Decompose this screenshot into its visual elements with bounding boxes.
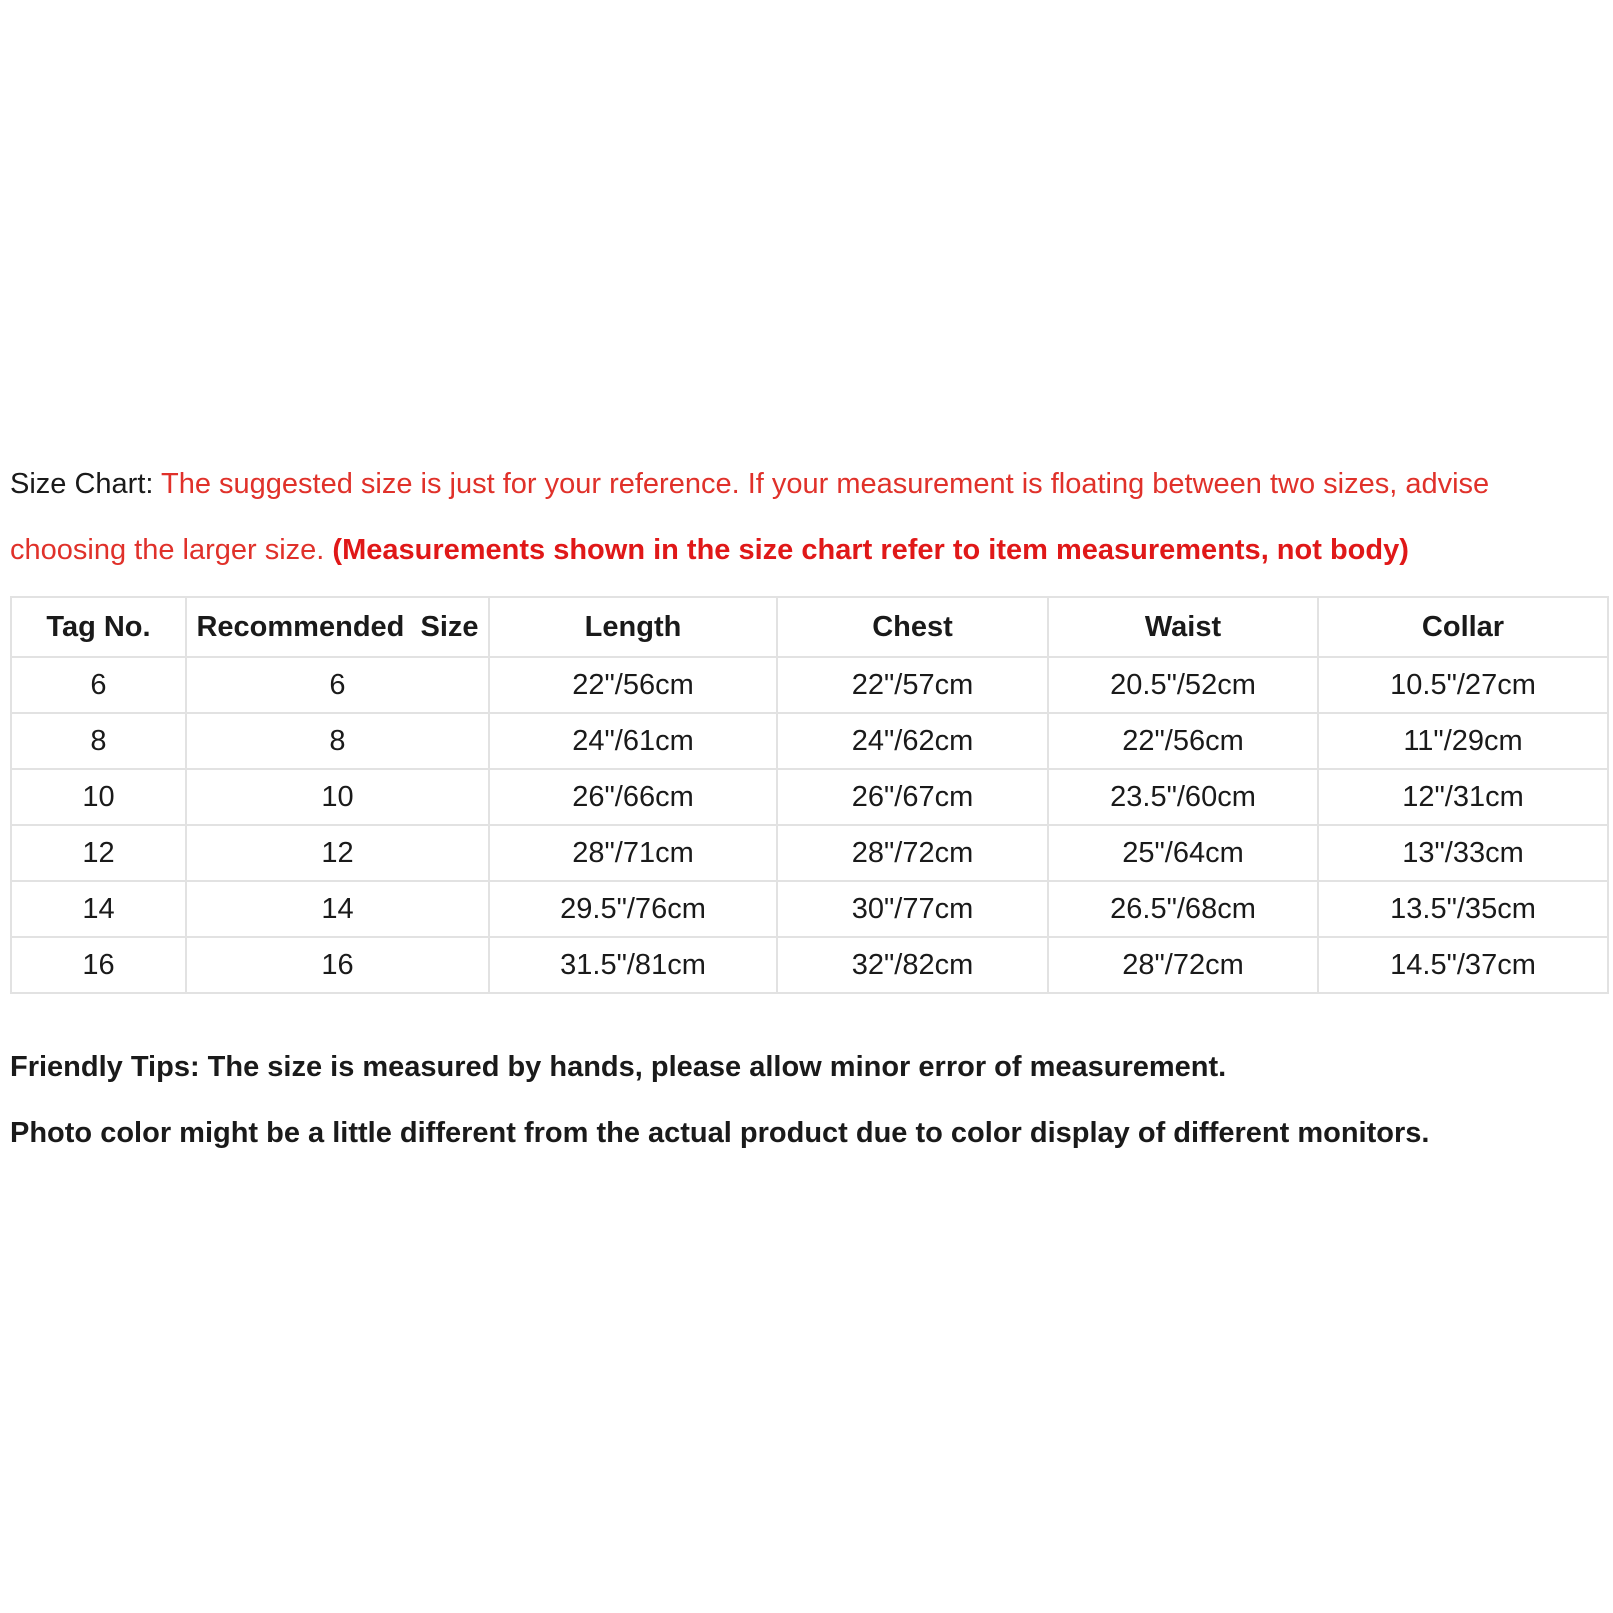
size-chart-colon: : bbox=[145, 468, 154, 500]
cell-recommended-size: 6 bbox=[186, 657, 489, 713]
table-row bbox=[11, 937, 1608, 993]
size-table bbox=[10, 596, 1609, 994]
size-chart-label: Size Chart bbox=[10, 468, 146, 500]
cell-waist: 22"/56cm bbox=[1048, 713, 1318, 769]
cell-waist: 23.5"/60cm bbox=[1048, 769, 1318, 825]
cell-chest: 22"/57cm bbox=[777, 657, 1048, 713]
friendly-tips bbox=[10, 1050, 1600, 1182]
size-chart-note: The suggested size is just for your reference. If your measurement is floating between two sizes, advise choosing the larger size. bbox=[10, 468, 1490, 566]
table-row bbox=[11, 657, 1608, 713]
table-header-row bbox=[11, 597, 1608, 657]
table-row bbox=[11, 769, 1608, 825]
cell-tag-no: 6 bbox=[11, 657, 186, 713]
cell-length: 28"/71cm bbox=[489, 825, 777, 881]
cell-chest: 30"/77cm bbox=[777, 881, 1048, 937]
cell-length: 29.5"/76cm bbox=[489, 881, 777, 937]
size-chart-intro bbox=[10, 451, 1600, 583]
header-collar: Collar bbox=[1318, 597, 1608, 657]
cell-recommended-size: 12 bbox=[186, 825, 489, 881]
header-waist: Waist bbox=[1048, 597, 1318, 657]
cell-waist: 25"/64cm bbox=[1048, 825, 1318, 881]
cell-collar: 12"/31cm bbox=[1318, 769, 1608, 825]
table-row bbox=[11, 713, 1608, 769]
cell-chest: 28"/72cm bbox=[777, 825, 1048, 881]
cell-length: 22"/56cm bbox=[489, 657, 777, 713]
tips-line-measurement: Friendly Tips: The size is measured by hands, please allow minor error of measurement. bbox=[10, 1051, 1227, 1083]
cell-collar: 13"/33cm bbox=[1318, 825, 1608, 881]
header-chest: Chest bbox=[777, 597, 1048, 657]
cell-collar: 14.5"/37cm bbox=[1318, 937, 1608, 993]
cell-chest: 26"/67cm bbox=[777, 769, 1048, 825]
cell-recommended-size: 8 bbox=[186, 713, 489, 769]
cell-waist: 26.5"/68cm bbox=[1048, 881, 1318, 937]
cell-chest: 32"/82cm bbox=[777, 937, 1048, 993]
tips-line-color: Photo color might be a little different from the actual product due to color display of different monitors. bbox=[10, 1117, 1430, 1149]
cell-length: 24"/61cm bbox=[489, 713, 777, 769]
header-length: Length bbox=[489, 597, 777, 657]
cell-tag-no: 16 bbox=[11, 937, 186, 993]
header-tag-no: Tag No. bbox=[11, 597, 186, 657]
cell-recommended-size: 16 bbox=[186, 937, 489, 993]
cell-tag-no: 12 bbox=[11, 825, 186, 881]
cell-collar: 13.5"/35cm bbox=[1318, 881, 1608, 937]
cell-collar: 10.5"/27cm bbox=[1318, 657, 1608, 713]
cell-chest: 24"/62cm bbox=[777, 713, 1048, 769]
cell-tag-no: 10 bbox=[11, 769, 186, 825]
cell-waist: 20.5"/52cm bbox=[1048, 657, 1318, 713]
table-row bbox=[11, 881, 1608, 937]
size-chart-emphasis: (Measurements shown in the size chart refer to item measurements, not body) bbox=[332, 534, 1409, 566]
cell-length: 31.5"/81cm bbox=[489, 937, 777, 993]
cell-recommended-size: 10 bbox=[186, 769, 489, 825]
cell-collar: 11"/29cm bbox=[1318, 713, 1608, 769]
cell-tag-no: 8 bbox=[11, 713, 186, 769]
cell-waist: 28"/72cm bbox=[1048, 937, 1318, 993]
header-recommended-size: Recommended Size bbox=[186, 597, 489, 657]
cell-tag-no: 14 bbox=[11, 881, 186, 937]
table-row bbox=[11, 825, 1608, 881]
cell-length: 26"/66cm bbox=[489, 769, 777, 825]
cell-recommended-size: 14 bbox=[186, 881, 489, 937]
